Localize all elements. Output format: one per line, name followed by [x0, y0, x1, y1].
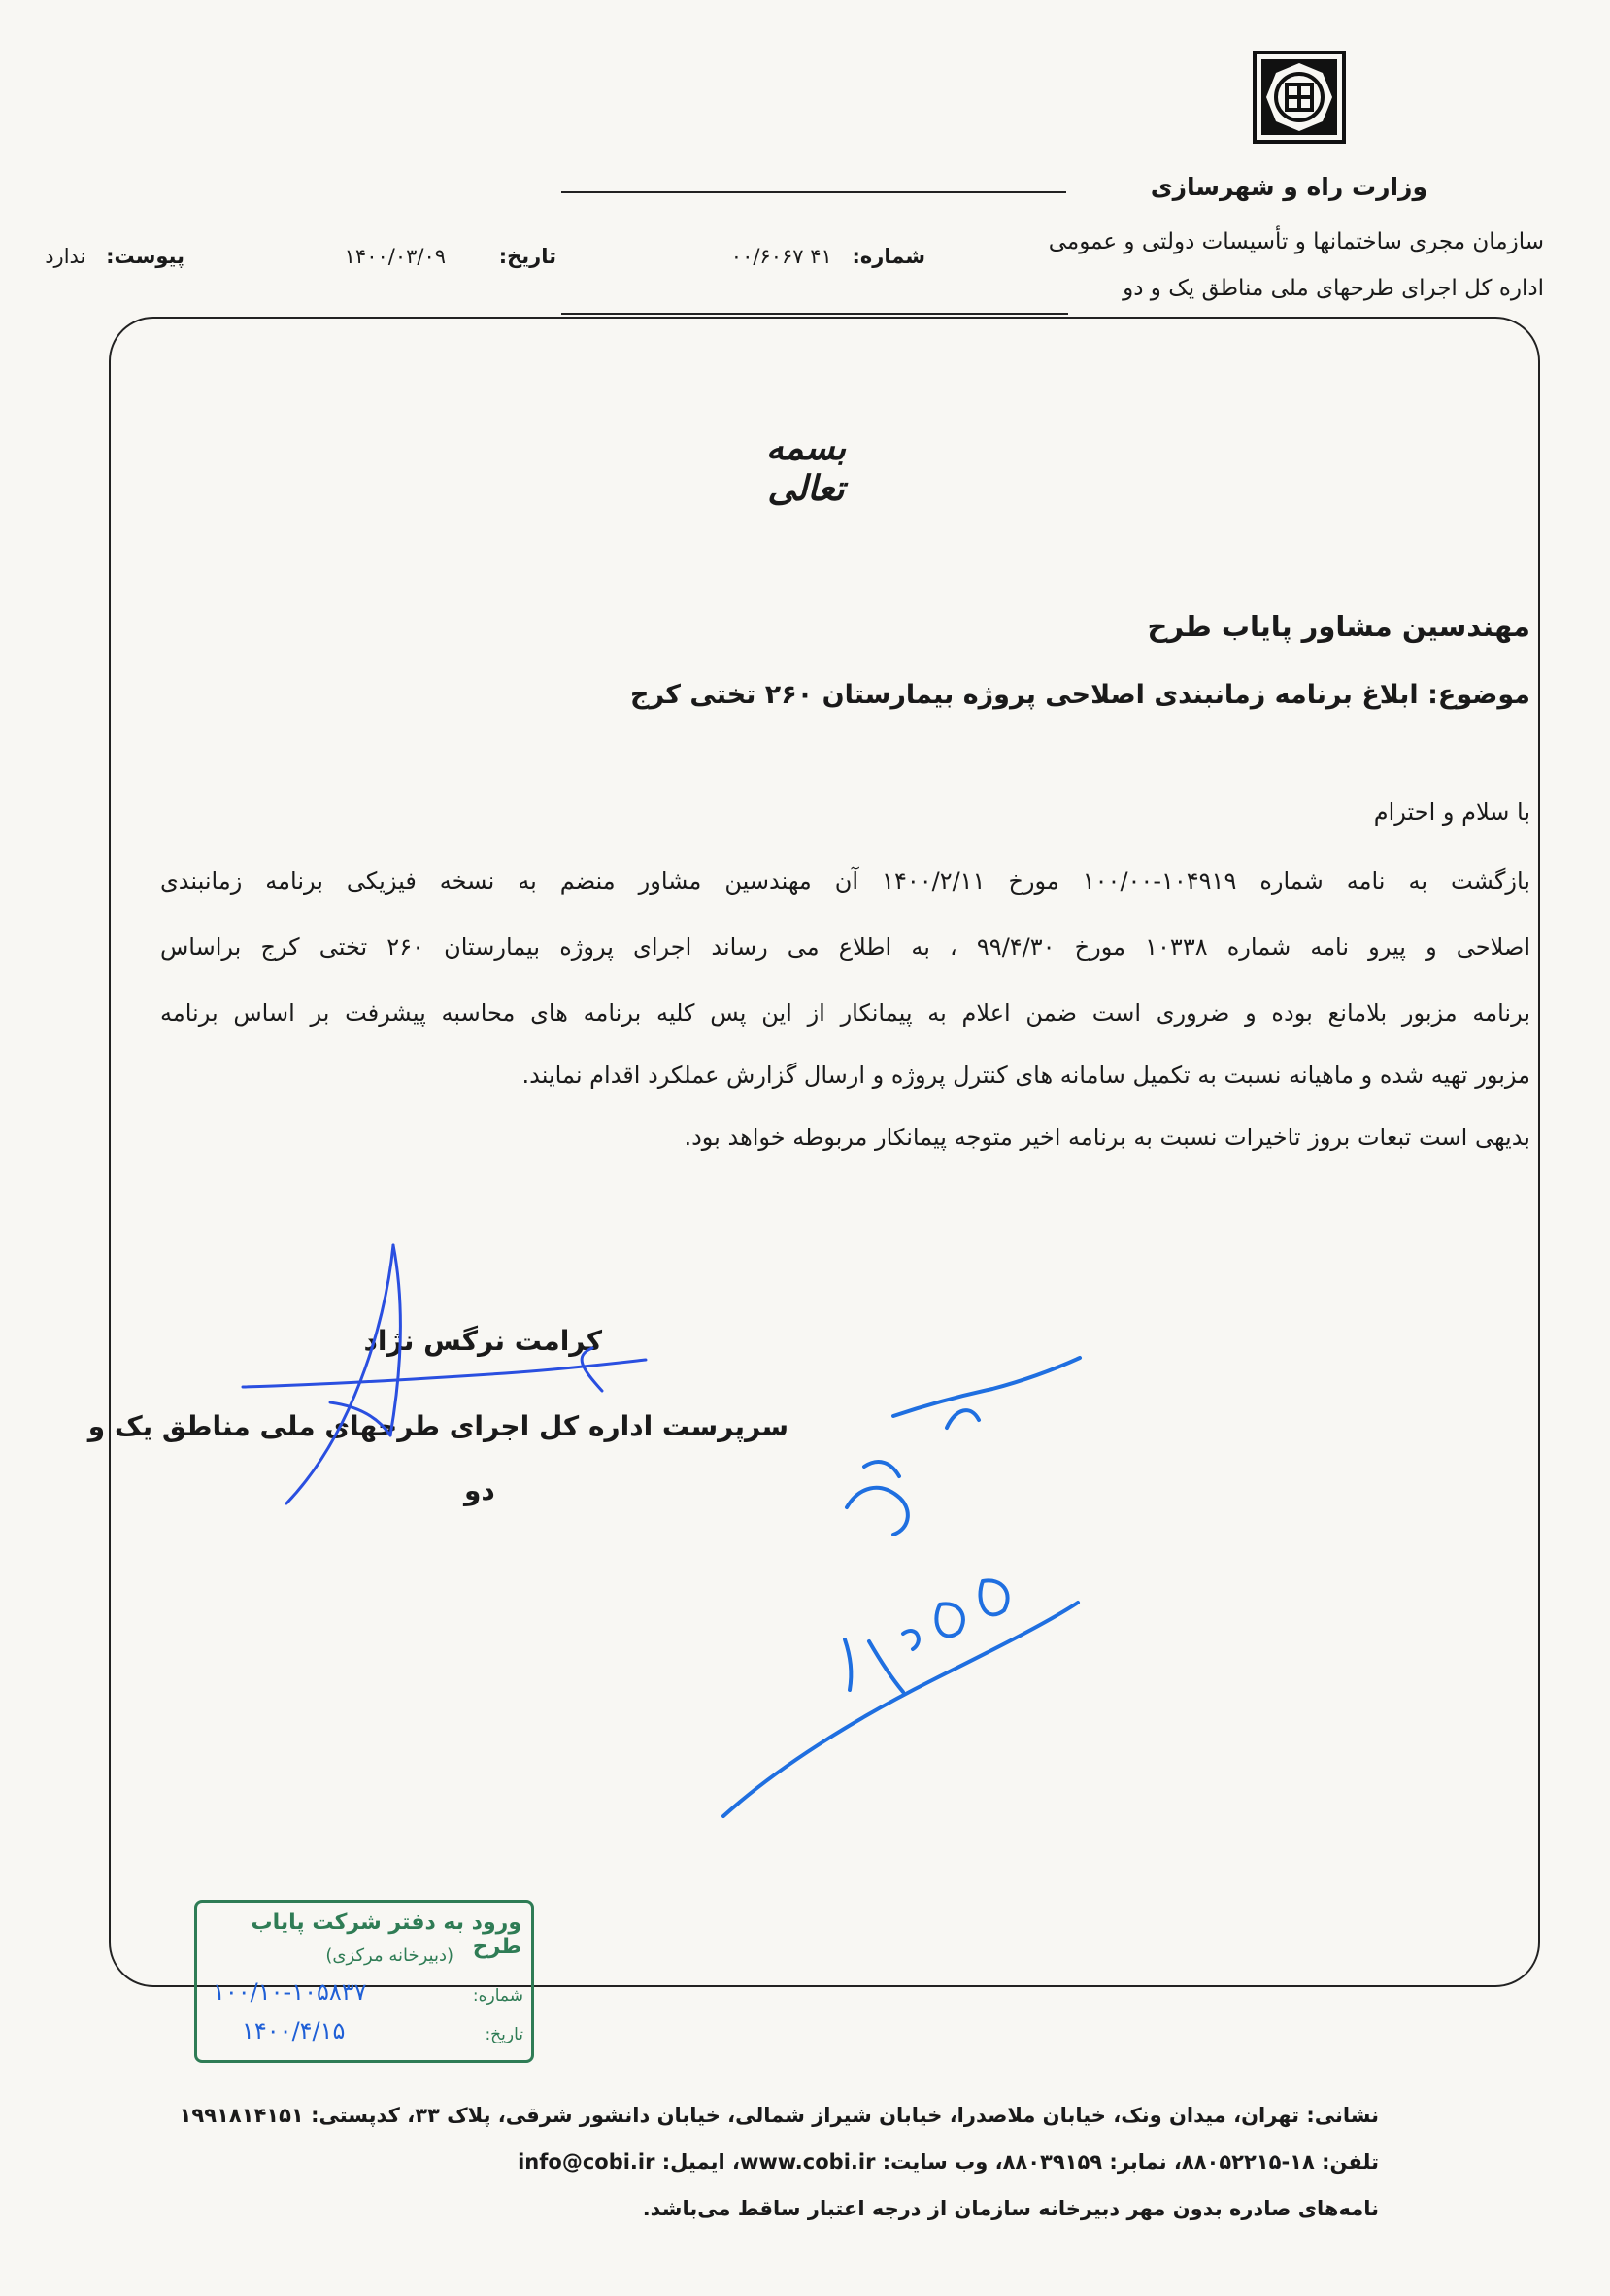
ministry-name: وزارت راه و شهرسازی — [1150, 173, 1427, 201]
letter-attachment — [45, 245, 184, 268]
stamp-date-label: تاریخ: — [485, 2025, 523, 2044]
body-line-4: مزبور تهیه شده و ماهیانه نسبت به تکمیل سامانه های کنترل پروژه و ارسال گزارش عملکرد اقدام نمایند. — [521, 1062, 1530, 1089]
letter-attachment-value: ندارد — [45, 245, 86, 268]
stamp-title: ورود به دفتر شرکت پایاب طرح — [251, 1910, 521, 1959]
stamp-number-label: شماره: — [472, 1986, 523, 2006]
body-line-5: بدیهی است تبعات بروز تاخیرات نسبت به برنامه اخیر متوجه پیمانکار مربوطه خواهد بود. — [684, 1124, 1530, 1151]
subject-line: موضوع: ابلاغ برنامه زمانبندی اصلاحی پروژه بیمارستان ۲۶۰ تختی کرج — [630, 680, 1530, 710]
letter-number — [731, 245, 925, 268]
organization-name: سازمان مجری ساختمانها و تأسیسات دولتی و عمومی — [1048, 229, 1544, 254]
letter-number-value: ۴۱ ۰۰/۶۰۶۷ — [730, 245, 832, 268]
letter-attachment-label: پیوست: — [106, 245, 184, 268]
signer-title-line-2: دو — [464, 1474, 495, 1506]
signer-name: کرامت نرگس نژاد — [363, 1325, 602, 1357]
stamp-date-value: ۱۴۰۰/۴/۱۵ — [242, 2017, 346, 2044]
organization-logo-icon — [1253, 51, 1346, 144]
receipt-stamp — [194, 1900, 534, 2063]
header-top-rule — [561, 191, 1066, 193]
body-line-3: برنامه مزبور بلامانع بوده و ضروری است ضمن اعلام به پیمانکار از این پس کلیه برنامه های محاسبه پیشرفت بر اساس برنامه — [160, 999, 1530, 1027]
footer-contact: تلفن: ۱۸-۸۸۰۵۲۲۱۵، نمابر: ۸۸۰۳۹۱۵۹، وب سایت: www.cobi.ir، ایمیل: info@cobi.ir — [518, 2150, 1379, 2174]
letter-frame — [109, 317, 1540, 1987]
letter-number-label: شماره: — [852, 245, 925, 268]
signer-title-line-1: سرپرست اداره کل اجرای طرحهای ملی مناطق یک و — [87, 1410, 788, 1442]
header-bottom-rule — [561, 313, 1068, 315]
greeting: با سلام و احترام — [1373, 798, 1530, 826]
letter-date — [345, 245, 556, 268]
footer-notice: نامه‌های صادره بدون مهر دبیرخانه سازمان از درجه اعتبار ساقط می‌باشد. — [642, 2197, 1379, 2220]
letter-date-label: تاریخ: — [498, 245, 556, 268]
directorate-name: اداره کل اجرای طرحهای ملی مناطق یک و دو — [1123, 276, 1544, 301]
body-line-2: اصلاحی و پیرو نامه شماره ۱۰۳۳۸ مورخ ۹۹/۴/۳۰ ، به اطلاع می رساند اجرای پروژه بیمارستان ۲۶۰ تختی کرج براساس — [160, 933, 1530, 961]
recipient: مهندسین مشاور پایاب طرح — [1147, 610, 1530, 643]
letter-date-value: ۱۴۰۰/۰۳/۰۹ — [344, 245, 447, 268]
footer-address: نشانی: تهران، میدان ونک، خیابان ملاصدرا، خیابان شیراز شمالی، خیابان دانشور شرقی، پلاک ۳۳، کدپستی: ۱۹۹۱۸۱۴۱۵۱ — [179, 2104, 1379, 2127]
body-line-1: بازگشت به نامه شماره ۱۰۴۹۱۹-۱۰۰/۰۰ مورخ ۱۴۰۰/۲/۱۱ آن مهندسین مشاور منضم به نسخه فیزیکی برنامه زمانبندی — [160, 867, 1530, 895]
stamp-subtitle: (دبیرخانه مرکزی) — [325, 1945, 453, 1966]
stamp-number-value: ۱۰۰/۱۰-۱۰۵۸۳۷ — [213, 1978, 367, 2006]
basmala: بسمه تعالی — [765, 427, 847, 509]
